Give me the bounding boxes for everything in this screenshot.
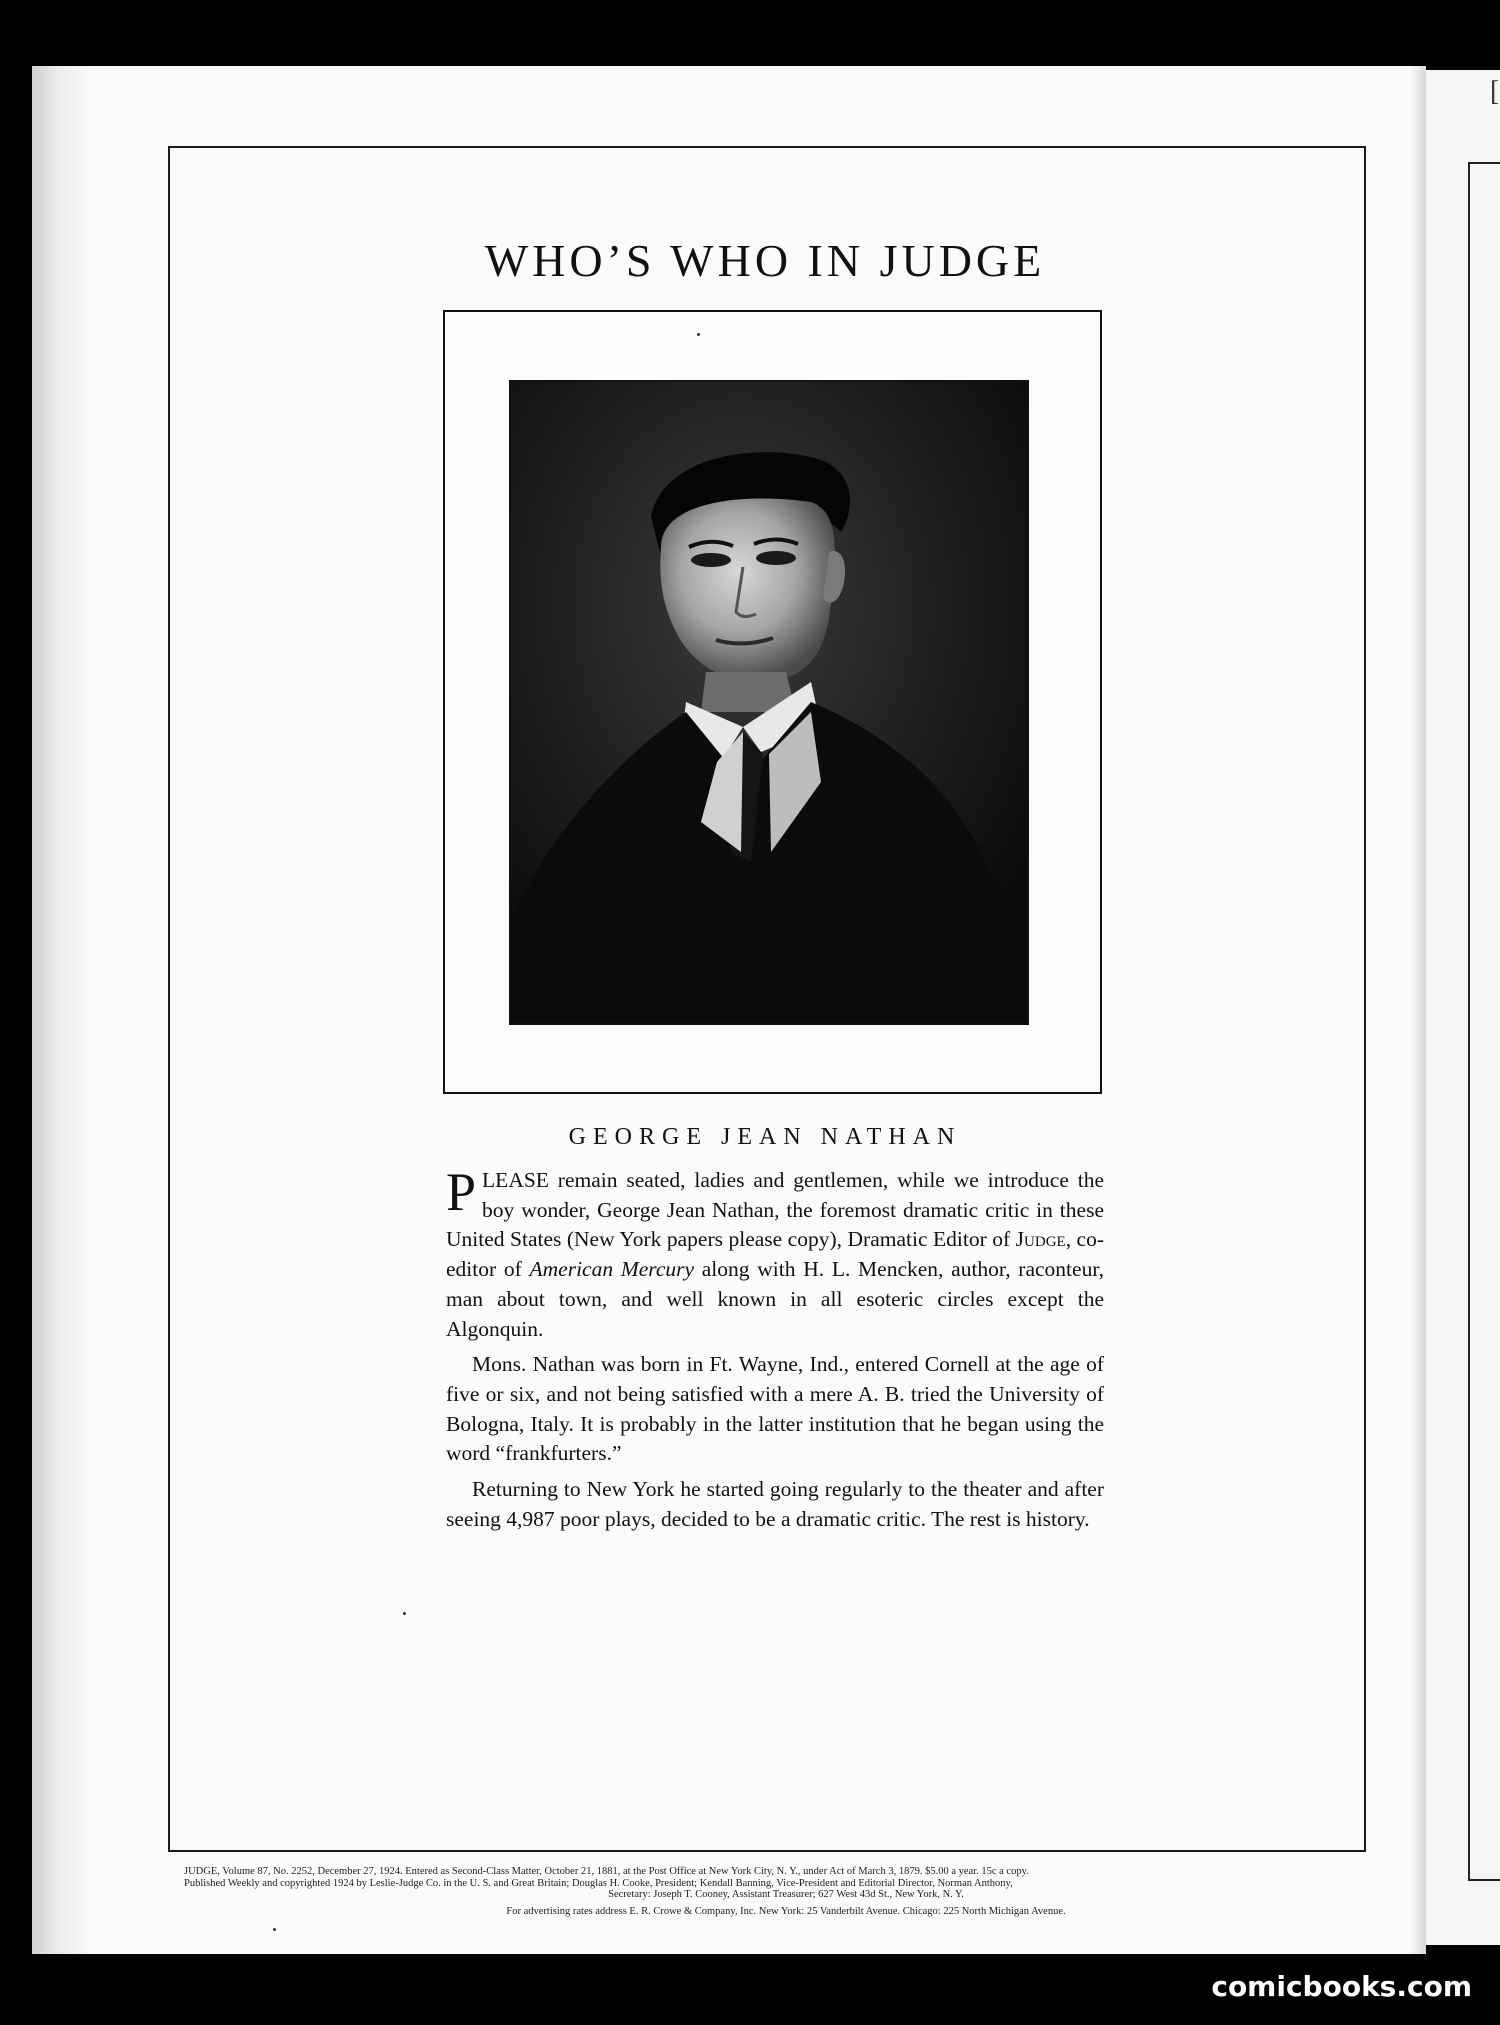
notice-line-2: Published Weekly and copyrighted 1924 by Leslie-Judge Co. in the U. S. and Great Britain; Douglas H. Cooke, President; Kendall Banning, Vice-President and Editorial Director, Norman Anthony, (184, 1877, 1013, 1889)
print-speck (697, 333, 700, 336)
subject-name: GEORGE JEAN NATHAN (568, 1124, 962, 1150)
paragraph-1-part-c: along with H. L. Mencken, author, raconteur, man about town, and well known in all esoteric circles except the Algonquin. (446, 1257, 1104, 1341)
paragraph-1-part-b: , co-editor of (446, 1227, 1105, 1282)
print-speck (273, 1928, 276, 1931)
judge-mention: Judge (1015, 1227, 1066, 1252)
article-paragraph-3: Returning to New York he started going regularly to the theater and after seeing 4,987 poor plays, decided to be a dramatic critic. The rest is history. (446, 1477, 1104, 1531)
next-page-frame (1468, 162, 1500, 1881)
watermark-logo: comicbooks.com (1211, 1970, 1472, 2003)
portrait-photo (509, 380, 1029, 1025)
portrait-illustration (511, 382, 1027, 1023)
next-page-glyph: [ (1490, 76, 1500, 107)
print-speck (403, 1612, 406, 1615)
notice-line-3: Secretary: Joseph T. Cooney, Assistant Treasurer; 627 West 43d St., New York, N. Y. (608, 1889, 964, 1900)
article-paragraph-1 (446, 1162, 1105, 1344)
publication-notice (184, 1866, 1388, 1901)
page-binding-shadow (32, 66, 92, 1954)
magazine-title: American Mercury (529, 1257, 695, 1282)
article-body (446, 1162, 1105, 1540)
advertising-notice: For advertising rates address E. R. Crowe & Company, Inc. New York: 25 Vanderbilt Avenue. Chicago: 225 North Michigan Avenue. (506, 1906, 1066, 1917)
drop-cap: P (446, 1162, 477, 1222)
article-paragraph-2: Mons. Nathan was born in Ft. Wayne, Ind., entered Cornell at the age of five or six, and not being satisfied with a mere A. B. tried the University of Bologna, Italy. It is probably in the latter institution that he began using the word “frankfurters.” (446, 1352, 1104, 1466)
next-page-edge (1426, 70, 1500, 1945)
paragraph-1-part-a: LEASE remain seated, ladies and gentlemen, while we introduce the boy wonder, George Jean Nathan, the foremost dramatic critic in these United States (New York papers please copy), Dramatic Editor of (446, 1168, 1104, 1252)
page-gutter (1410, 66, 1426, 1954)
page-title: WHO’S WHO IN JUDGE (484, 235, 1046, 286)
notice-line-1: JUDGE, Volume 87, No. 2252, December 27, 1924. Entered as Second-Class Matter, October 21, 1881, at the Post Office at New York City, N. Y., under Act of March 3, 1879. $5.00 a year. 15c a copy. (184, 1866, 1029, 1877)
